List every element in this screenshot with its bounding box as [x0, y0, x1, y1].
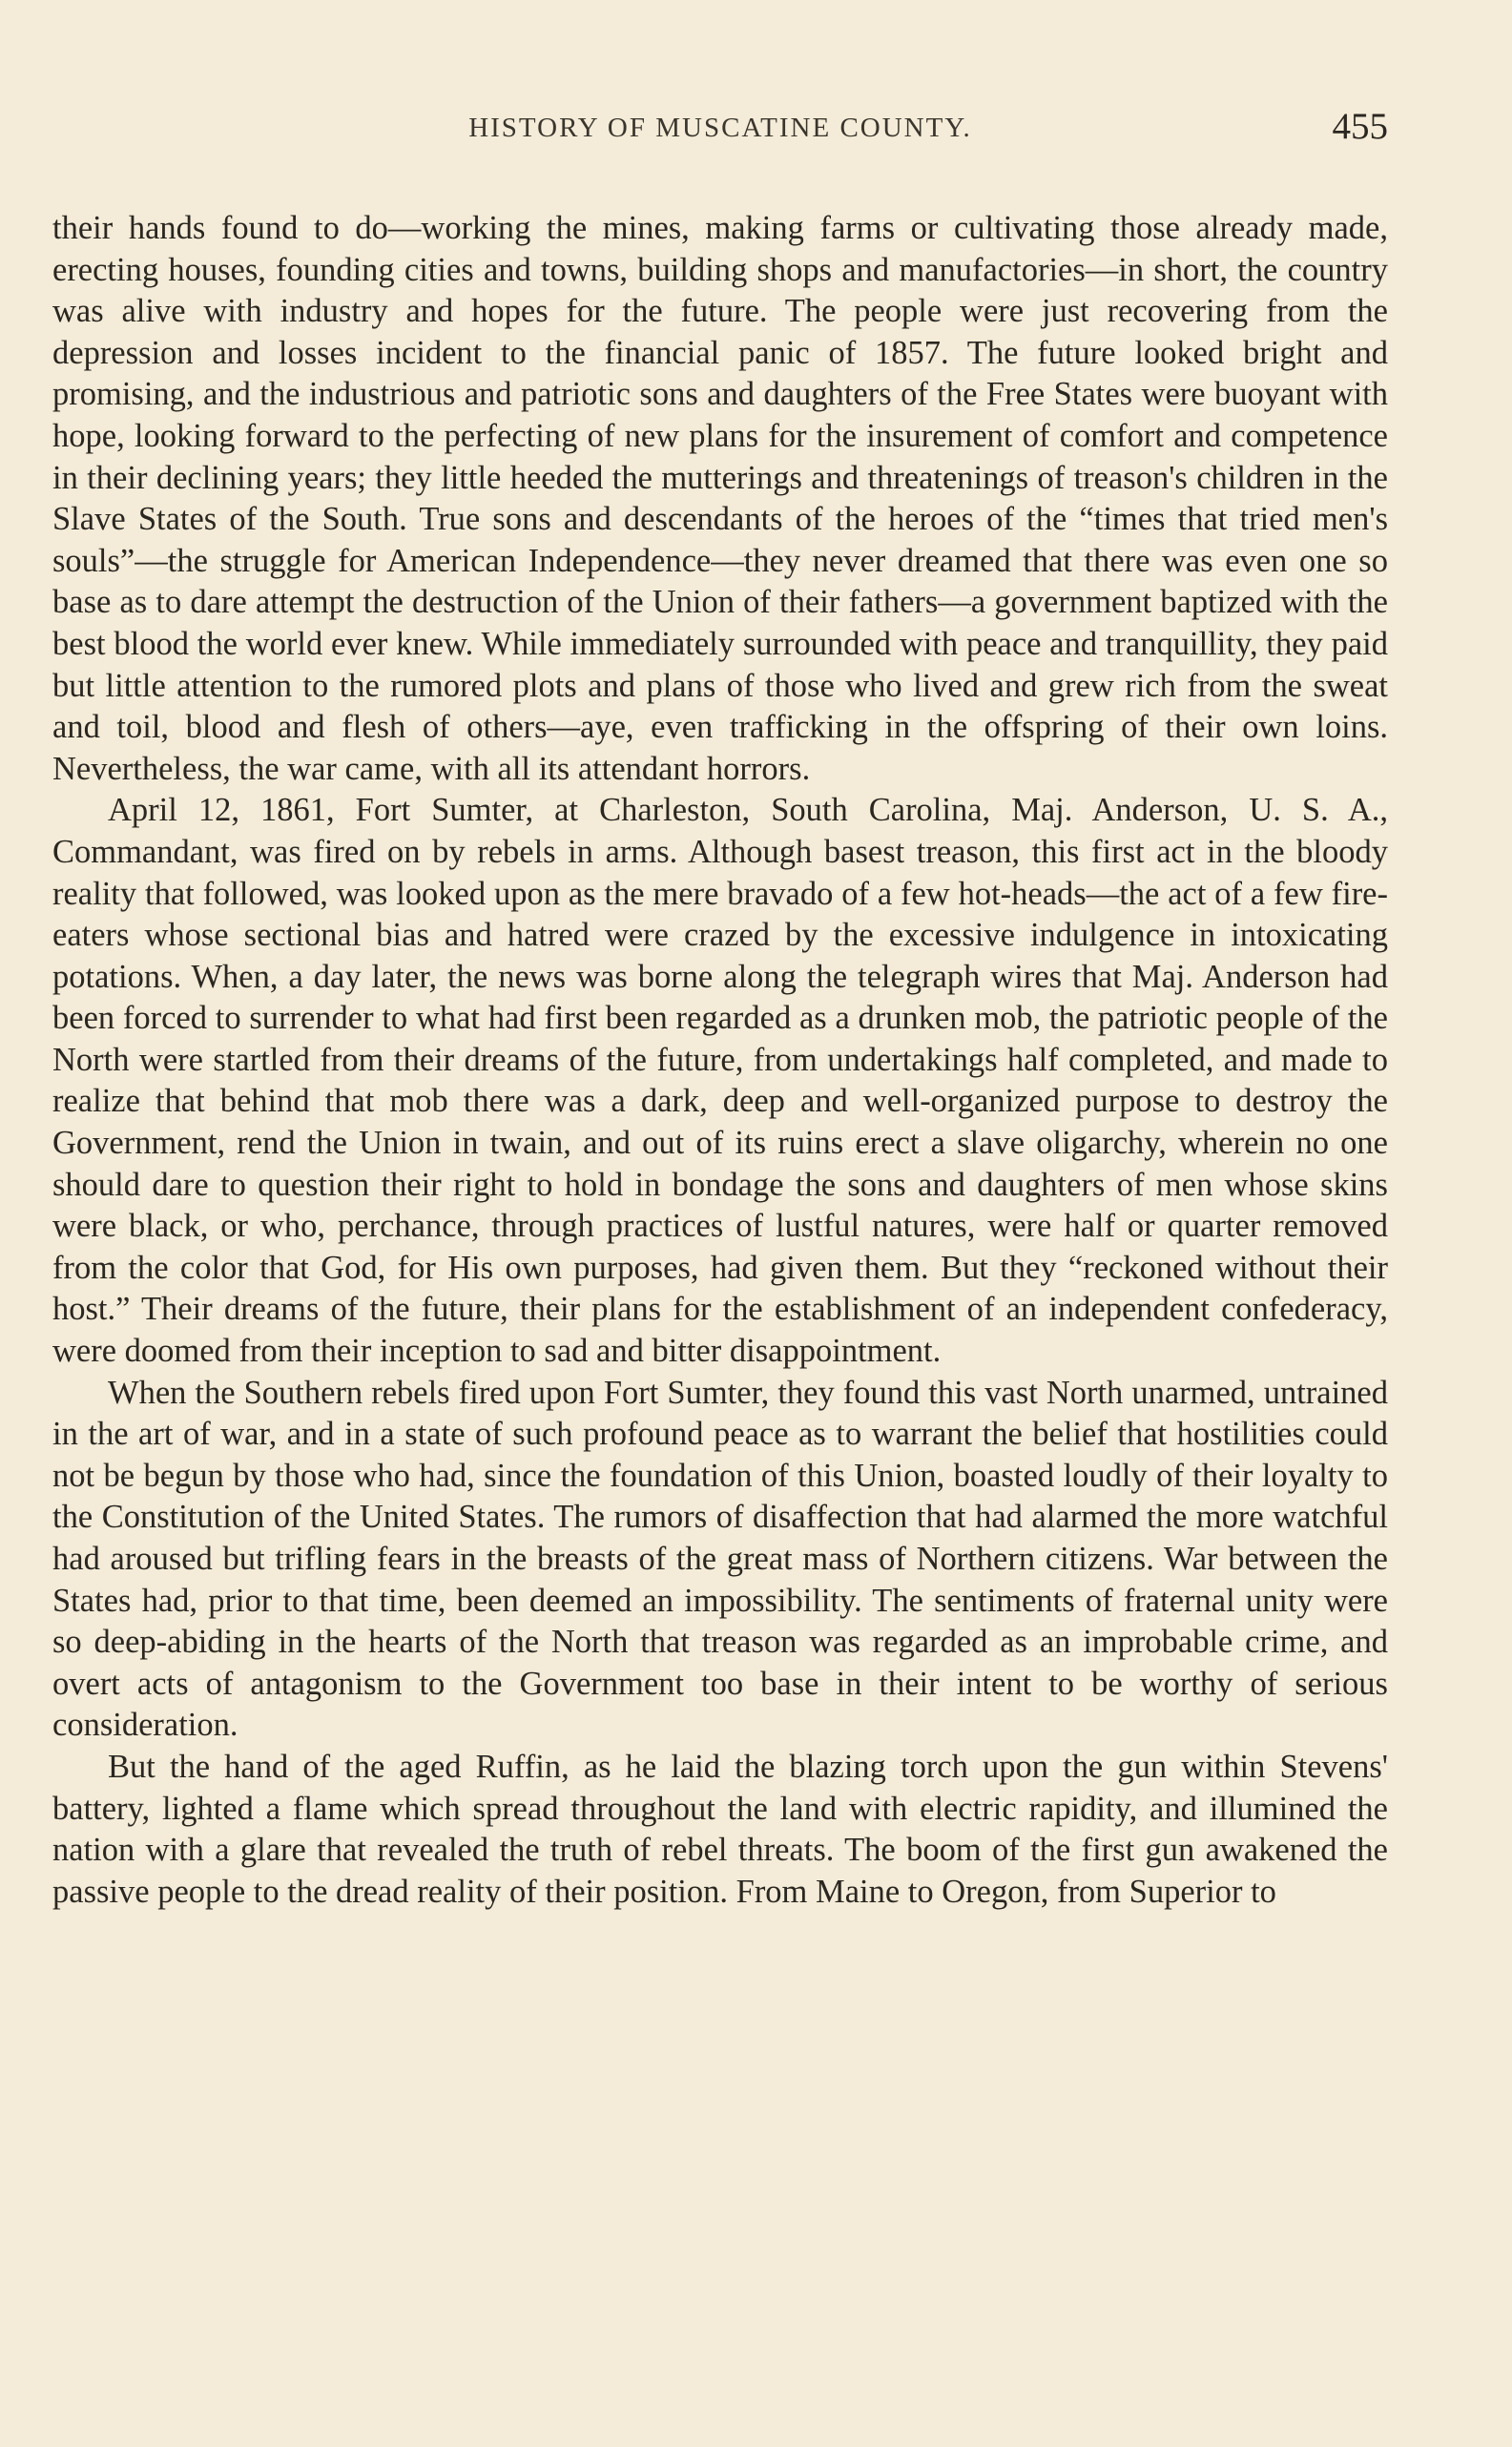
paragraph-ruffin: But the hand of the aged Ruffin, as he laid the blazing torch upon the gun within Stevens' battery, lighted a flame which spread throughout the land with electric rapidity, and illumined the nation with a glare that revealed the truth of rebel threats. The boom of the first gun awakened the passive people to the dread reality of their position. From Maine to Oregon, from Superior to [52, 1748, 1388, 1910]
page-number: 455 [1332, 106, 1388, 147]
running-title: HISTORY OF MUSCATINE COUNTY. [468, 113, 972, 143]
paragraph-continued: their hands found to do—working the mines, making farms or cultivating those already made, erecting houses, founding cities and towns, building shops and manufactories—in short, the country was alive with industry and hopes for the future. The people were just recovering from the depression and losses incident to the financial panic of 1857. The future looked bright and promising, and the industrious and patriotic sons and daughters of the Free States were buoyant with hope, looking forward to the perfecting of new plans for the insurement of comfort and competence in their declining years; they little heeded the mutterings and threatenings of treason's children in the Slave States of the South. True sons and descendants of the heroes of the “times that tried men's souls”—the struggle for American Independence—they never dreamed that there was even one so base as to dare attempt the destruction of the Union of their fathers—a government baptized with the best blood the world ever knew. While immediately surrounded with peace and tranquillity, they paid but little attention to the rumored plots and plans of those who lived and grew rich from the sweat and toil, blood and flesh of others—aye, even trafficking in the offspring of their own loins. Nevertheless, the war came, with all its attendant horrors. [52, 210, 1388, 787]
running-head [52, 106, 1388, 170]
book-page [52, 106, 1388, 1913]
paragraph-fort-sumter: April 12, 1861, Fort Sumter, at Charleston, South Carolina, Maj. Anderson, U. S. A., Commandant, was fired on by rebels in arms. Although basest treason, this first act in the bloody reality that followed, was looked upon as the mere bravado of a few hot-heads—the act of a few fire-eaters whose sectional bias and hatred were crazed by the excessive indulgence in intoxicating potations. When, a day later, the news was borne along the telegraph wires that Maj. Anderson had been forced to surrender to what had first been regarded as a drunken mob, the patriotic people of the North were startled from their dreams of the future, from undertakings half completed, and made to realize that behind that mob there was a dark, deep and well-organized purpose to destroy the Government, rend the Union in twain, and out of its ruins erect a slave oligarchy, wherein no one should dare to question their right to hold in bondage the sons and daughters of men whose skins were black, or who, perchance, through practices of lustful natures, were half or quarter removed from the color that God, for His own purposes, had given them. But they “reckoned without their host.” Their dreams of the future, their plans for the establishment of an independent confederacy, were doomed from their inception to sad and bitter disappointment. [52, 792, 1388, 1370]
body-text [52, 208, 1388, 1913]
paragraph-north-unarmed: When the Southern rebels fired upon Fort Sumter, they found this vast North unarmed, untrained in the art of war, and in a state of such profound peace as to warrant the belief that hostilities could not be begun by those who had, since the foundation of this Union, boasted loudly of their loyalty to the Constitution of the United States. The rumors of disaffection that had alarmed the more watchful had aroused but trifling fears in the breasts of the great mass of Northern citizens. War between the States had, prior to that time, been deemed an impossibility. The sentiments of fraternal unity were so deep-abiding in the hearts of the North that treason was regarded as an improbable crime, and overt acts of antagonism to the Government too base in their intent to be worthy of serious consideration. [52, 1374, 1388, 1744]
